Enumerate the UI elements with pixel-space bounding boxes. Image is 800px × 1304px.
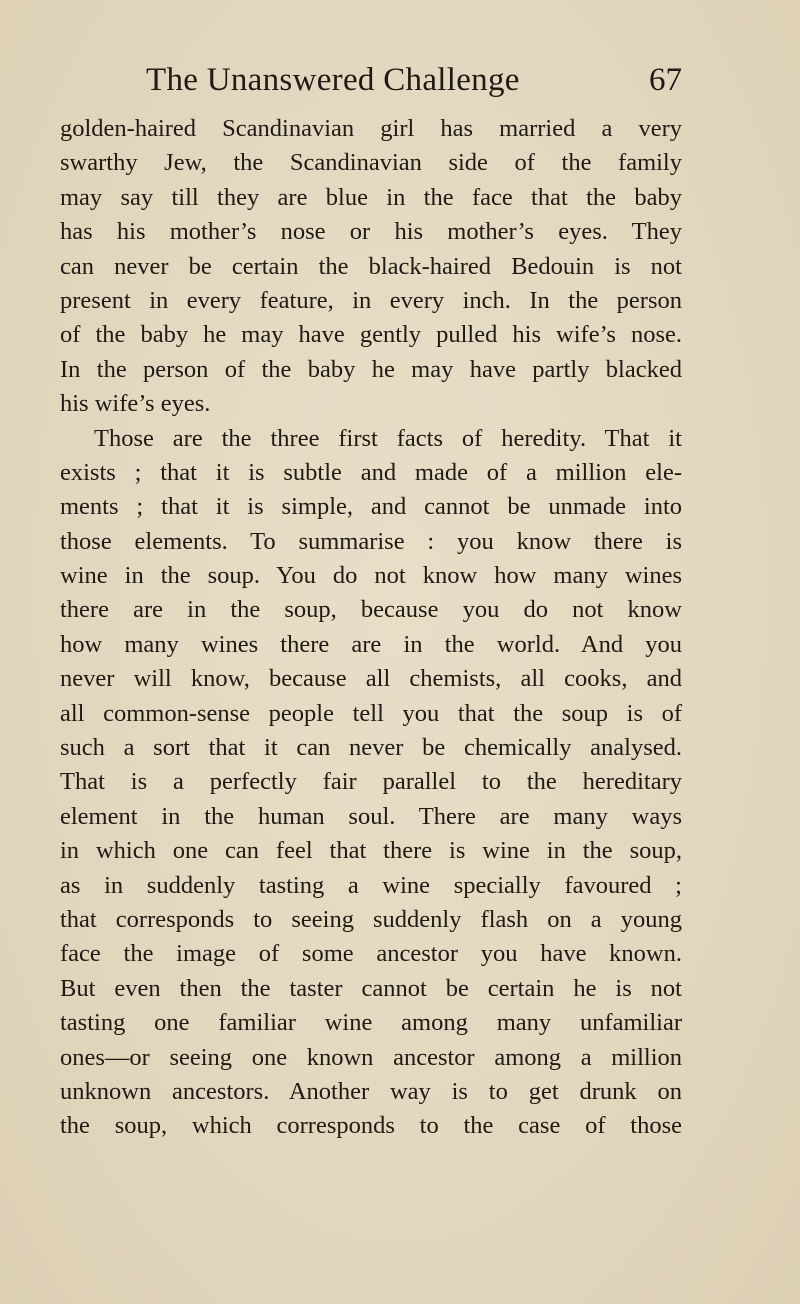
- text-line: That is a perfectly fair parallel to the hereditary: [60, 768, 682, 796]
- text-line: has his mother’s nose or his mother’s eyes. They: [60, 218, 682, 246]
- text-line: such a sort that it can never be chemically analysed.: [60, 734, 682, 762]
- text-line: can never be certain the black-haired Bedouin is not: [60, 252, 682, 280]
- text-line: tasting one familiar wine among many unfamiliar: [60, 1009, 682, 1037]
- text-line: But even then the taster cannot be certain he is not: [60, 974, 682, 1002]
- text-line: wine in the soup. You do not know how many wines: [60, 562, 682, 590]
- text-line: as in suddenly tasting a wine specially favoured ;: [60, 871, 682, 899]
- text-line: Those are the three first facts of heredity. That it: [94, 424, 682, 452]
- text-line: of the baby he may have gently pulled his wife’s nose.: [60, 321, 682, 349]
- text-line: may say till they are blue in the face that the baby: [60, 183, 682, 211]
- page-number: 67: [649, 62, 682, 98]
- text-line: element in the human soul. There are many ways: [60, 802, 682, 830]
- running-title: The Unanswered Challenge: [146, 62, 520, 98]
- text-line: there are in the soup, because you do not know: [60, 596, 682, 624]
- text-line: face the image of some ancestor you have known.: [60, 940, 682, 968]
- text-line: never will know, because all chemists, all cooks, and: [60, 665, 682, 693]
- text-line: that corresponds to seeing suddenly flash on a young: [60, 905, 682, 933]
- running-head: [146, 56, 682, 104]
- text-line: swarthy Jew, the Scandinavian side of the family: [60, 149, 682, 177]
- text-line: in which one can feel that there is wine in the soup,: [60, 837, 682, 865]
- text-line: the soup, which corresponds to the case of those: [60, 1112, 682, 1140]
- text-line: In the person of the baby he may have partly blacked: [60, 355, 682, 383]
- text-line: those elements. To summarise : you know there is: [60, 527, 682, 555]
- text-line: present in every feature, in every inch. In the person: [60, 286, 682, 314]
- text-line: ments ; that it is simple, and cannot be unmade into: [60, 493, 682, 521]
- text-line: all common-sense people tell you that the soup is of: [60, 699, 682, 727]
- text-line: ones—or seeing one known ancestor among a million: [60, 1043, 682, 1071]
- text-line: exists ; that it is subtle and made of a million ele-: [60, 458, 682, 486]
- body-text: [60, 112, 682, 1144]
- text-line: golden-haired Scandinavian girl has married a very: [60, 115, 682, 142]
- text-line: his wife’s eyes.: [60, 390, 211, 418]
- text-line: how many wines there are in the world. And you: [60, 630, 682, 658]
- text-line: unknown ancestors. Another way is to get drunk on: [60, 1077, 682, 1105]
